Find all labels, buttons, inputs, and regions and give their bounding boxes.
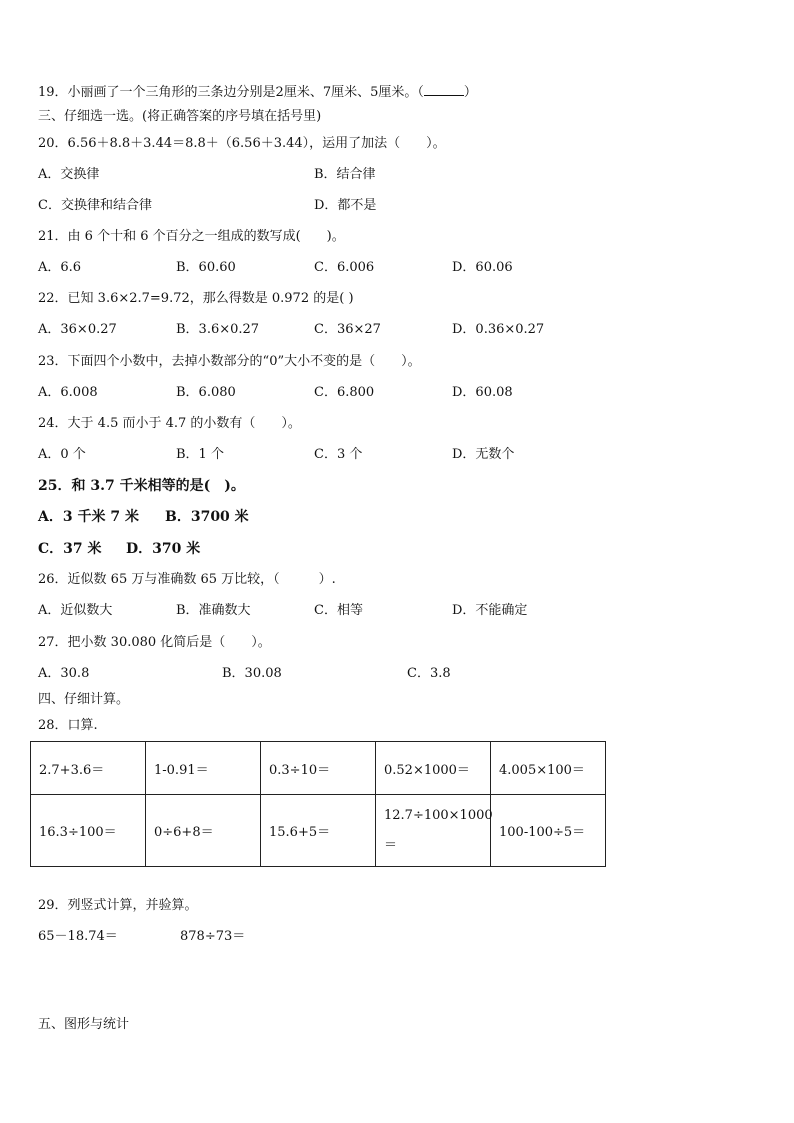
answer-blank[interactable] xyxy=(424,83,464,96)
q29-expression-2: 878÷73＝ xyxy=(180,929,246,944)
table-row xyxy=(31,742,606,795)
q26-option-a[interactable]: A．近似数大 xyxy=(38,603,113,618)
q22-option-c[interactable]: C．36×27 xyxy=(314,322,381,337)
q20-option-d[interactable]: D．都不是 xyxy=(314,198,377,213)
q25-option-d[interactable]: D．370 米 xyxy=(126,541,201,557)
q20-option-b[interactable]: B．结合律 xyxy=(314,167,376,182)
q23-option-a[interactable]: A．6.008 xyxy=(38,385,98,400)
table-cell[interactable]: 1-0.91＝ xyxy=(146,742,261,795)
q25-option-a[interactable]: A．3 千米 7 米 xyxy=(38,509,139,525)
question-28-text: 28．口算. xyxy=(38,718,98,733)
table-row xyxy=(31,795,606,867)
q24-option-c[interactable]: C．3 个 xyxy=(314,447,363,462)
table-cell[interactable]: 16.3÷100＝ xyxy=(31,795,146,867)
table-cell[interactable] xyxy=(376,795,491,867)
section-5-heading: 五、图形与统计 xyxy=(38,1017,130,1032)
q27-option-a[interactable]: A．30.8 xyxy=(38,666,90,681)
q23-option-b[interactable]: B．6.080 xyxy=(176,385,236,400)
q21-option-c[interactable]: C．6.006 xyxy=(314,260,375,275)
q21-option-a[interactable]: A．6.6 xyxy=(38,260,82,275)
q24-option-a[interactable]: A．0 个 xyxy=(38,447,86,462)
question-24-text: 24．大于 4.5 而小于 4.7 的小数有（ ）。 xyxy=(38,416,301,431)
q27-option-c[interactable]: C．3.8 xyxy=(407,666,451,681)
q20-option-c[interactable]: C．交换律和结合律 xyxy=(38,198,152,213)
section-4-heading: 四、仔细计算。 xyxy=(38,692,130,707)
q24-option-b[interactable]: B．1 个 xyxy=(176,447,224,462)
mental-math-table xyxy=(30,741,606,867)
question-22-text: 22．已知 3.6×2.7=9.72，那么得数是 0.972 的是( ) xyxy=(38,291,354,306)
question-19 xyxy=(38,83,477,101)
q20-option-a[interactable]: A．交换律 xyxy=(38,167,100,182)
wrapped-expression: 12.7÷100×1000＝ xyxy=(384,807,493,853)
q27-option-b[interactable]: B．30.08 xyxy=(222,666,282,681)
q23-option-d[interactable]: D．60.08 xyxy=(452,385,513,400)
q22-option-d[interactable]: D．0.36×0.27 xyxy=(452,322,545,337)
table-cell[interactable]: 2.7+3.6＝ xyxy=(31,742,146,795)
question-19-text: 19．小丽画了一个三角形的三条边分别是2厘米、7厘米、5厘米。（ xyxy=(38,85,424,100)
question-23-text: 23．下面四个小数中，去掉小数部分的“0”大小不变的是（ ）。 xyxy=(38,354,421,369)
section-3-heading: 三、仔细选一选。(将正确答案的序号填在括号里) xyxy=(38,109,322,124)
question-19-close: ） xyxy=(463,85,477,100)
table-cell[interactable]: 0.3÷10＝ xyxy=(261,742,376,795)
table-cell[interactable]: 15.6+5＝ xyxy=(261,795,376,867)
q25-option-c[interactable]: C．37 米 xyxy=(38,541,102,557)
q22-option-a[interactable]: A．36×0.27 xyxy=(38,322,117,337)
q25-option-b[interactable]: B．3700 米 xyxy=(165,509,249,525)
q26-option-c[interactable]: C．相等 xyxy=(314,603,363,618)
q26-option-b[interactable]: B．准确数大 xyxy=(176,603,251,618)
table-cell[interactable]: 100-100÷5＝ xyxy=(491,795,606,867)
q29-expression-1: 65－18.74＝ xyxy=(38,929,118,944)
question-20-text: 20．6.56＋8.8＋3.44＝8.8＋（6.56＋3.44），运用了加法（ ）。 xyxy=(38,136,446,151)
q24-option-d[interactable]: D．无数个 xyxy=(452,447,515,462)
question-27-text: 27．把小数 30.080 化简后是（ ）。 xyxy=(38,635,271,650)
q23-option-c[interactable]: C．6.800 xyxy=(314,385,375,400)
question-26-text: 26．近似数 65 万与准确数 65 万比较，（ ）. xyxy=(38,572,336,587)
table-cell[interactable]: 0÷6+8＝ xyxy=(146,795,261,867)
question-25-text: 25．和 3.7 千米相等的是( )。 xyxy=(38,478,245,494)
question-21-text: 21．由 6 个十和 6 个百分之一组成的数写成( )。 xyxy=(38,229,345,244)
question-29-text: 29．列竖式计算，并验算。 xyxy=(38,898,198,913)
table-cell[interactable]: 0.52×1000＝ xyxy=(376,742,491,795)
table-cell[interactable]: 4.005×100＝ xyxy=(491,742,606,795)
q21-option-d[interactable]: D．60.06 xyxy=(452,260,513,275)
q26-option-d[interactable]: D．不能确定 xyxy=(452,603,528,618)
q22-option-b[interactable]: B．3.6×0.27 xyxy=(176,322,260,337)
q21-option-b[interactable]: B．60.60 xyxy=(176,260,236,275)
